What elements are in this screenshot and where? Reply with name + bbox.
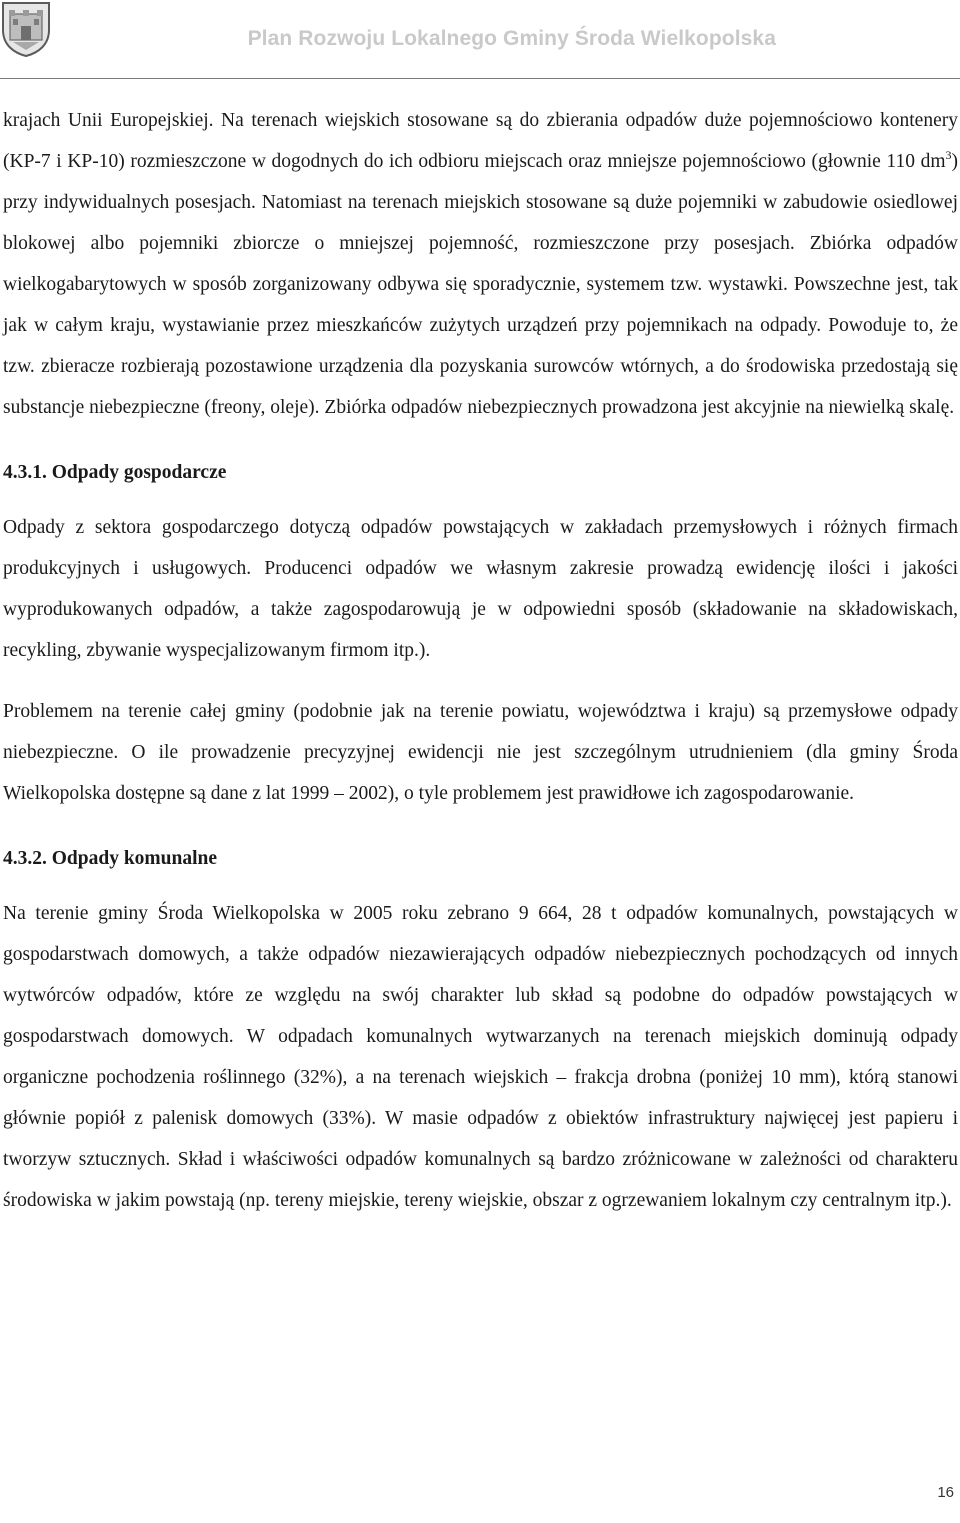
coat-of-arms-icon	[0, 0, 52, 58]
page-body	[3, 100, 958, 1221]
paragraph-industrial-waste: Odpady z sektora gospodarczego dotyczą odpadów powstających w zakładach przemysłowych i różnych firmach produkcyjnych i usługowych. Producenci odpadów we własnym zakresie prowadzą ewidencję ilości i jakości wyprodukowanych odpadów, a także zagospodarowują je w odpowiedni sposób (składowanie na składowiskach, recykling, zbywanie wyspecjalizowanym firmom itp.).	[3, 517, 958, 661]
section-heading-municipal-waste: 4.3.2. Odpady komunalne	[3, 848, 218, 869]
section-heading-industrial-waste: 4.3.1. Odpady gospodarcze	[3, 462, 227, 483]
paragraph-municipal-waste: Na terenie gminy Środa Wielkopolska w 2005 roku zebrano 9 664, 28 t odpadów komunalnych, powstających w gospodarstwach domowych, a także odpadów niezawierających odpadów niebezpiecznych pochodzących od innych wytwórców odpadów, które ze względu na swój charakter lub skład są podobne do odpadów powstających w gospodarstwach domowych. W odpadach komunalnych wytwarzanych na terenach miejskich dominują odpady organiczne pochodzenia roślinnego (32%), a na terenach wiejskich – frakcja drobna (poniżej 10 mm), którą stanowi głównie popiół z palenisk domowych (33%). W masie odpadów z obiektów infrastruktury najwięcej jest papieru i tworzyw sztucznych. Skład i właściwości odpadów komunalnych są bardzo zróżnicowane w zależności od charakteru środowiska w jakim powstają (np. tereny miejskie, tereny wiejskie, obszar z ogrzewaniem lokalnym czy centralnym itp.).	[3, 903, 958, 1211]
paragraph-text: ) przy indywidualnych posesjach. Natomiast na terenach miejskich stosowane są duże pojemniki w zabudowie osiedlowej blokowej albo pojemniki zbiorcze o mniejszej pojemność, rozmieszczone przy posesjach. Zbiórka odpadów wielkogabarytowych w sposób zorganizowany odbywa się sporadycznie, systemem tzw. wystawki. Powszechne jest, tak jak w całym kraju, wystawianie przez mieszkańców zużytych urządzeń przy pojemnikach na odpady. Powoduje to, że tzw. zbieracze rozbierają pozostawione urządzenia dla pozyskania surowców wtórnych, a do środowiska przedostają się substancje niebezpieczne (freony, oleje). Zbiórka odpadów niebezpiecznych prowadzona jest akcyjnie na niewielką skalę.	[3, 151, 958, 418]
paragraph-text: krajach Unii Europejskiej. Na terenach wiejskich stosowane są do zbierania odpadów duże pojemnościowo kontenery (KP-7 i KP-10) rozmieszczone w dogodnych do ich odbioru miejscach oraz mniejsze pojemnościowo (głownie 110 dm	[3, 110, 958, 172]
page-header	[0, 0, 960, 78]
paragraph-hazardous-waste: Problemem na terenie całej gminy (podobnie jak na terenie powiatu, województwa i kraju) są przemysłowe odpady niebezpieczne. O ile prowadzenie precyzyjnej ewidencji nie jest szczególnym utrudnieniem (dla gminy Środa Wielkopolska dostępne są dane z lat 1999 – 2002), o tyle problemem jest prawidłowe ich zagospodarowanie.	[3, 701, 958, 804]
document-title: Plan Rozwoju Lokalnego Gminy Środa Wielkopolska	[247, 27, 776, 50]
superscript: 3	[945, 148, 952, 162]
paragraph-waste-collection	[3, 100, 958, 428]
page-number: 16	[937, 1484, 954, 1501]
header-divider	[0, 78, 960, 79]
